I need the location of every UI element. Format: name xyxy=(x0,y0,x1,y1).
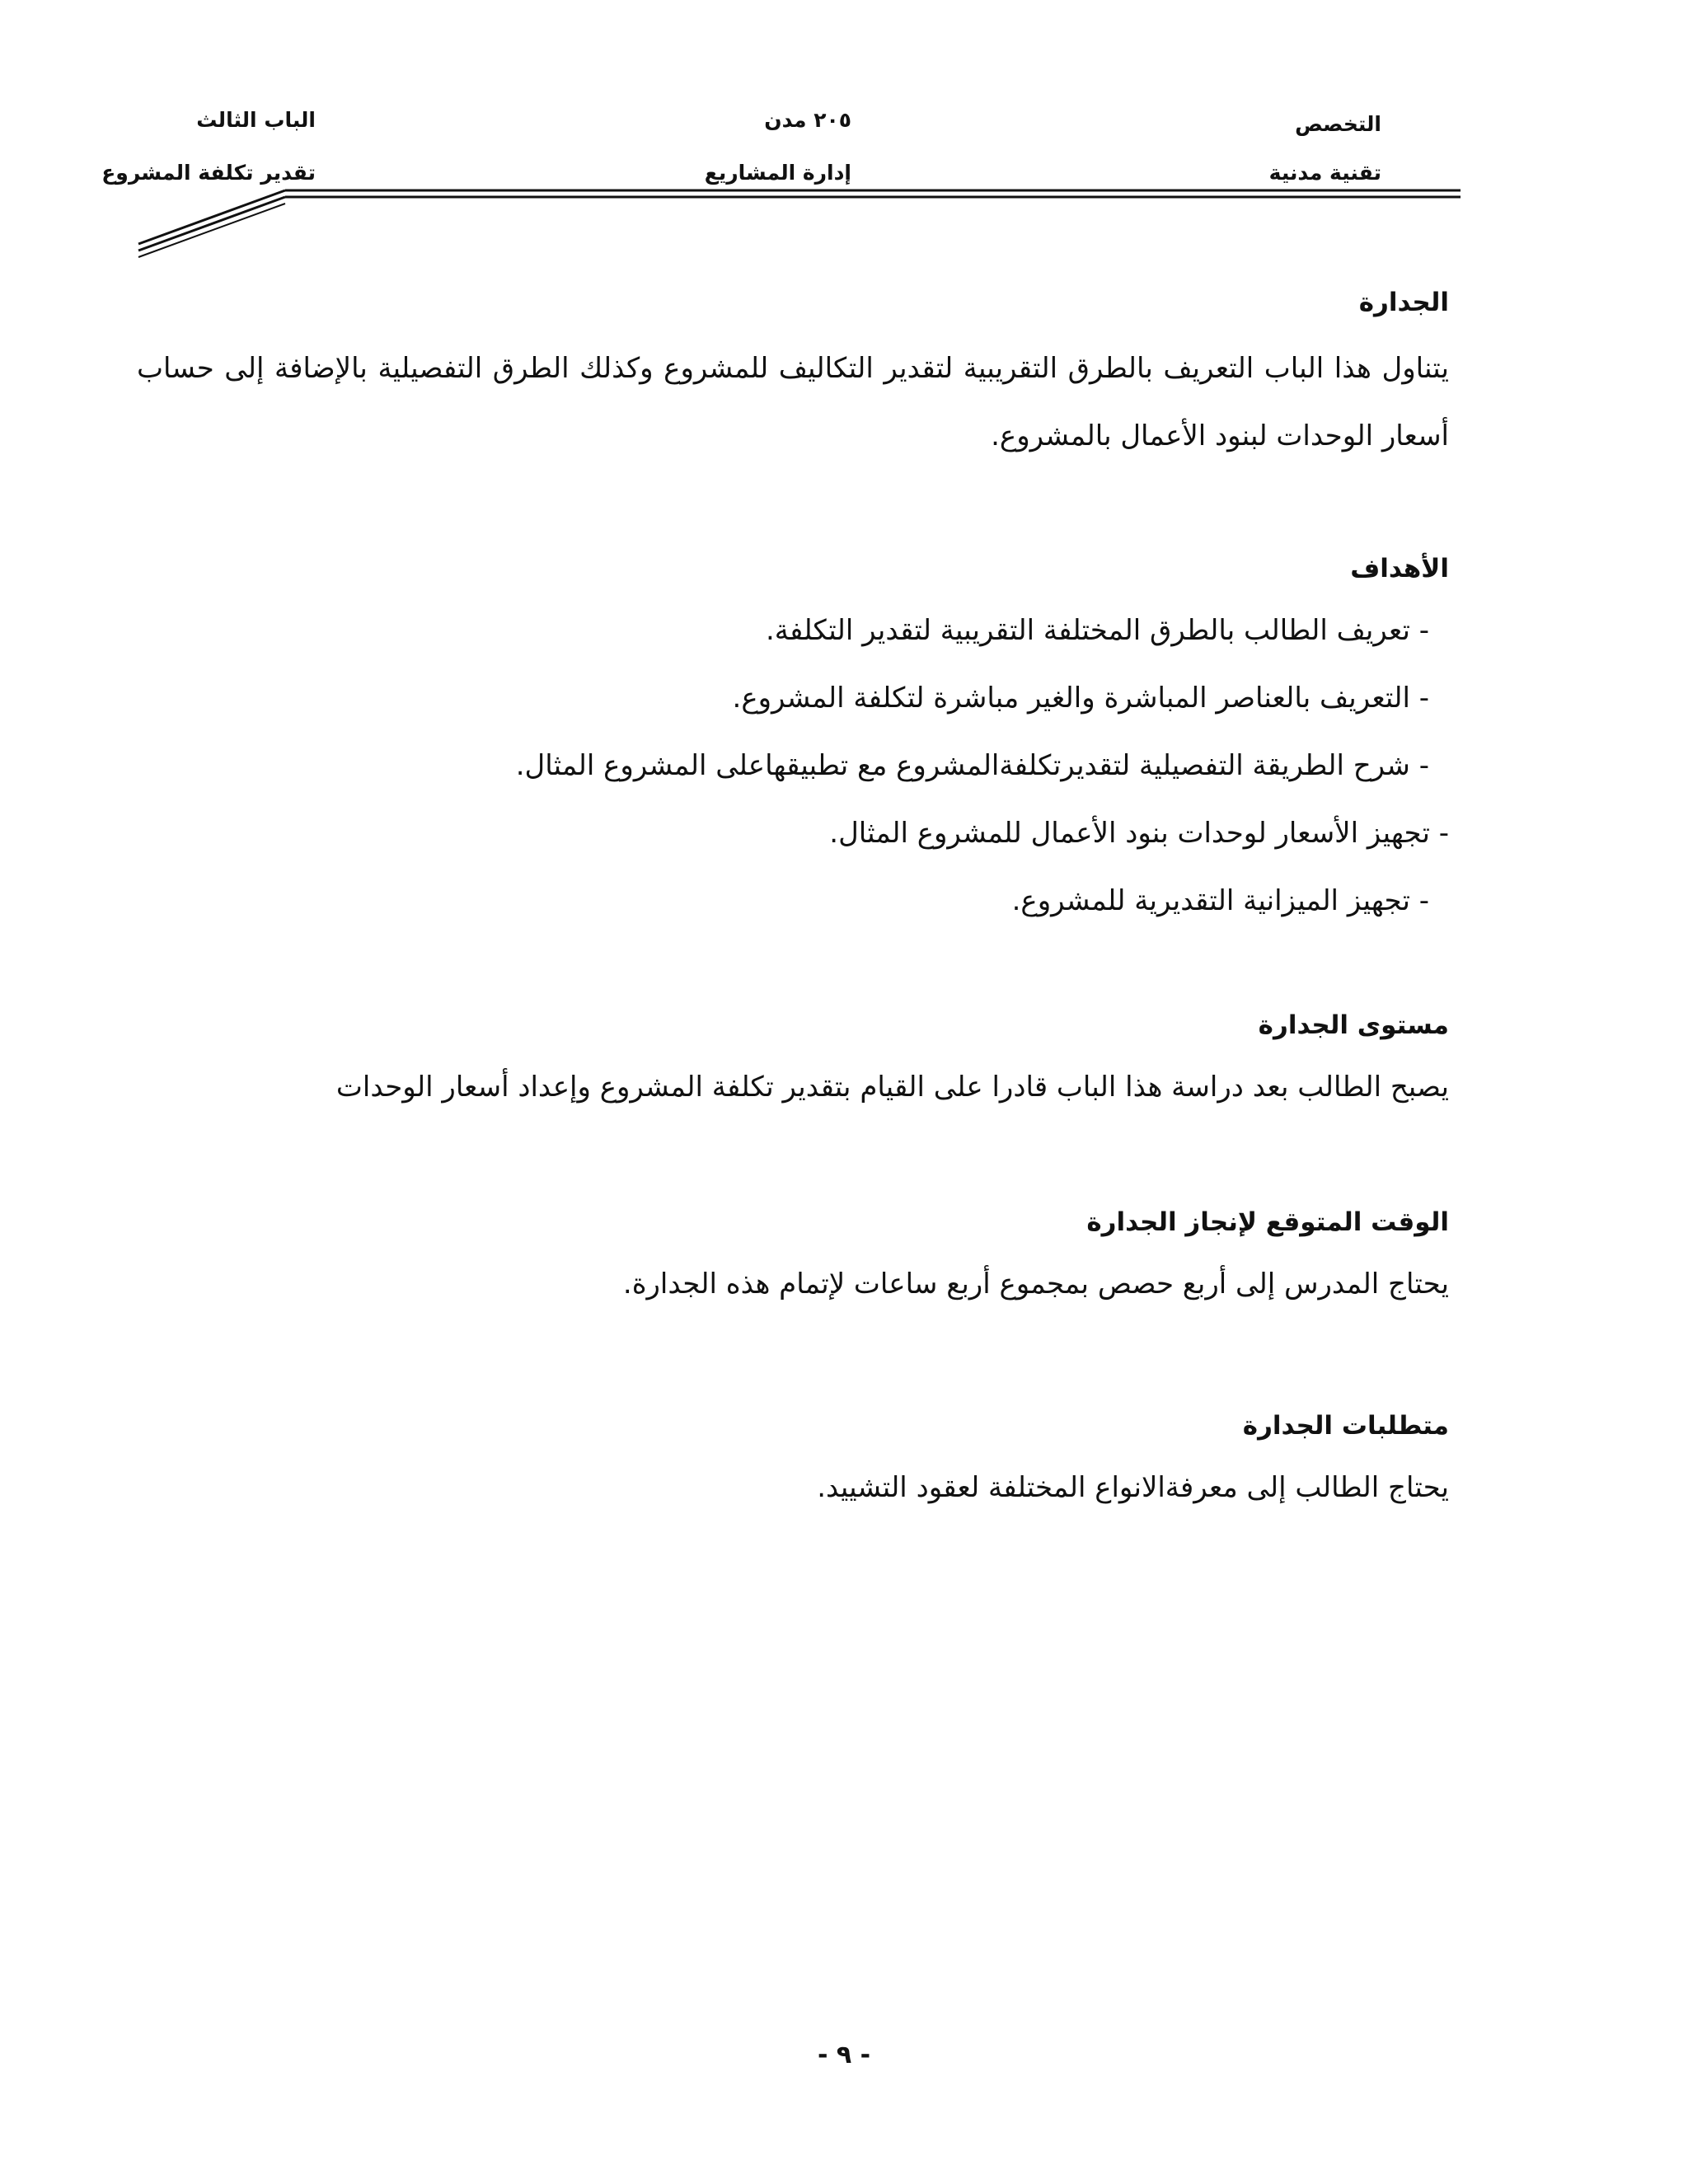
header-rule xyxy=(0,0,1688,272)
requirements-text: يحتاج الطالب إلى معرفةالانواع المختلفة لعقود التشييد. xyxy=(817,1471,1449,1504)
level-section xyxy=(48,1010,1449,1121)
requirements-section xyxy=(48,1413,1449,1521)
time-text: يحتاج المدرس إلى أربع حصص بمجموع أربع ساعات لإتمام هذه الجدارة. xyxy=(622,1268,1449,1301)
level-title: مستوى الجدارة xyxy=(1258,1010,1449,1040)
header-chapter-label: الباب الثالث xyxy=(196,108,316,132)
header-chapter-title: تقدير تكلفة المشروع xyxy=(101,161,316,185)
objective-item: - تجهيز الأسعار لوحدات بنود الأعمال للمشروع المثال. xyxy=(829,817,1449,850)
header-specialty-label: التخصص xyxy=(1295,112,1381,136)
objective-item: - تعريف الطالب بالطرق المختلفة التقريبية لتقدير التكلفة. xyxy=(765,614,1429,647)
time-section xyxy=(48,1207,1449,1318)
header-course-code: ٢٠٥ مدن xyxy=(764,108,851,132)
competency-text: يتناول هذا الباب التعريف بالطرق التقريبية لتقدير التكاليف للمشروع وكذلك الطرق التفصيلية بالإضافة إلى حساب أسعار الوحدات لبنود الأعمال بالمشروع. xyxy=(137,352,1449,452)
objectives-section xyxy=(48,556,1449,935)
competency-section xyxy=(48,290,1449,470)
objective-item: - شرح الطريقة التفصيلية لتقديرتكلفةالمشروع مع تطبيقهاعلى المشروع المثال. xyxy=(515,749,1429,782)
objective-item: - تجهيز الميزانية التقديرية للمشروع. xyxy=(1011,884,1429,917)
competency-title: الجدارة xyxy=(1358,288,1449,317)
time-title: الوقت المتوقع لإنجاز الجدارة xyxy=(1086,1207,1449,1237)
level-text: يصبح الطالب بعد دراسة هذا الباب قادرا على القيام بتقدير تكلفة المشروع وإعداد أسعار الوحدات xyxy=(335,1071,1449,1104)
header-course-name: إدارة المشاريع xyxy=(704,161,851,185)
requirements-title: متطلبات الجدارة xyxy=(1242,1411,1449,1441)
page-number: - ٩ - xyxy=(817,2041,871,2069)
objectives-list xyxy=(48,597,1449,935)
header-specialty-value: تقنية مدنية xyxy=(1268,161,1381,185)
objective-item: - التعريف بالعناصر المباشرة والغير مباشرة لتكلفة المشروع. xyxy=(732,682,1429,715)
objectives-title: الأهداف xyxy=(1350,554,1449,583)
